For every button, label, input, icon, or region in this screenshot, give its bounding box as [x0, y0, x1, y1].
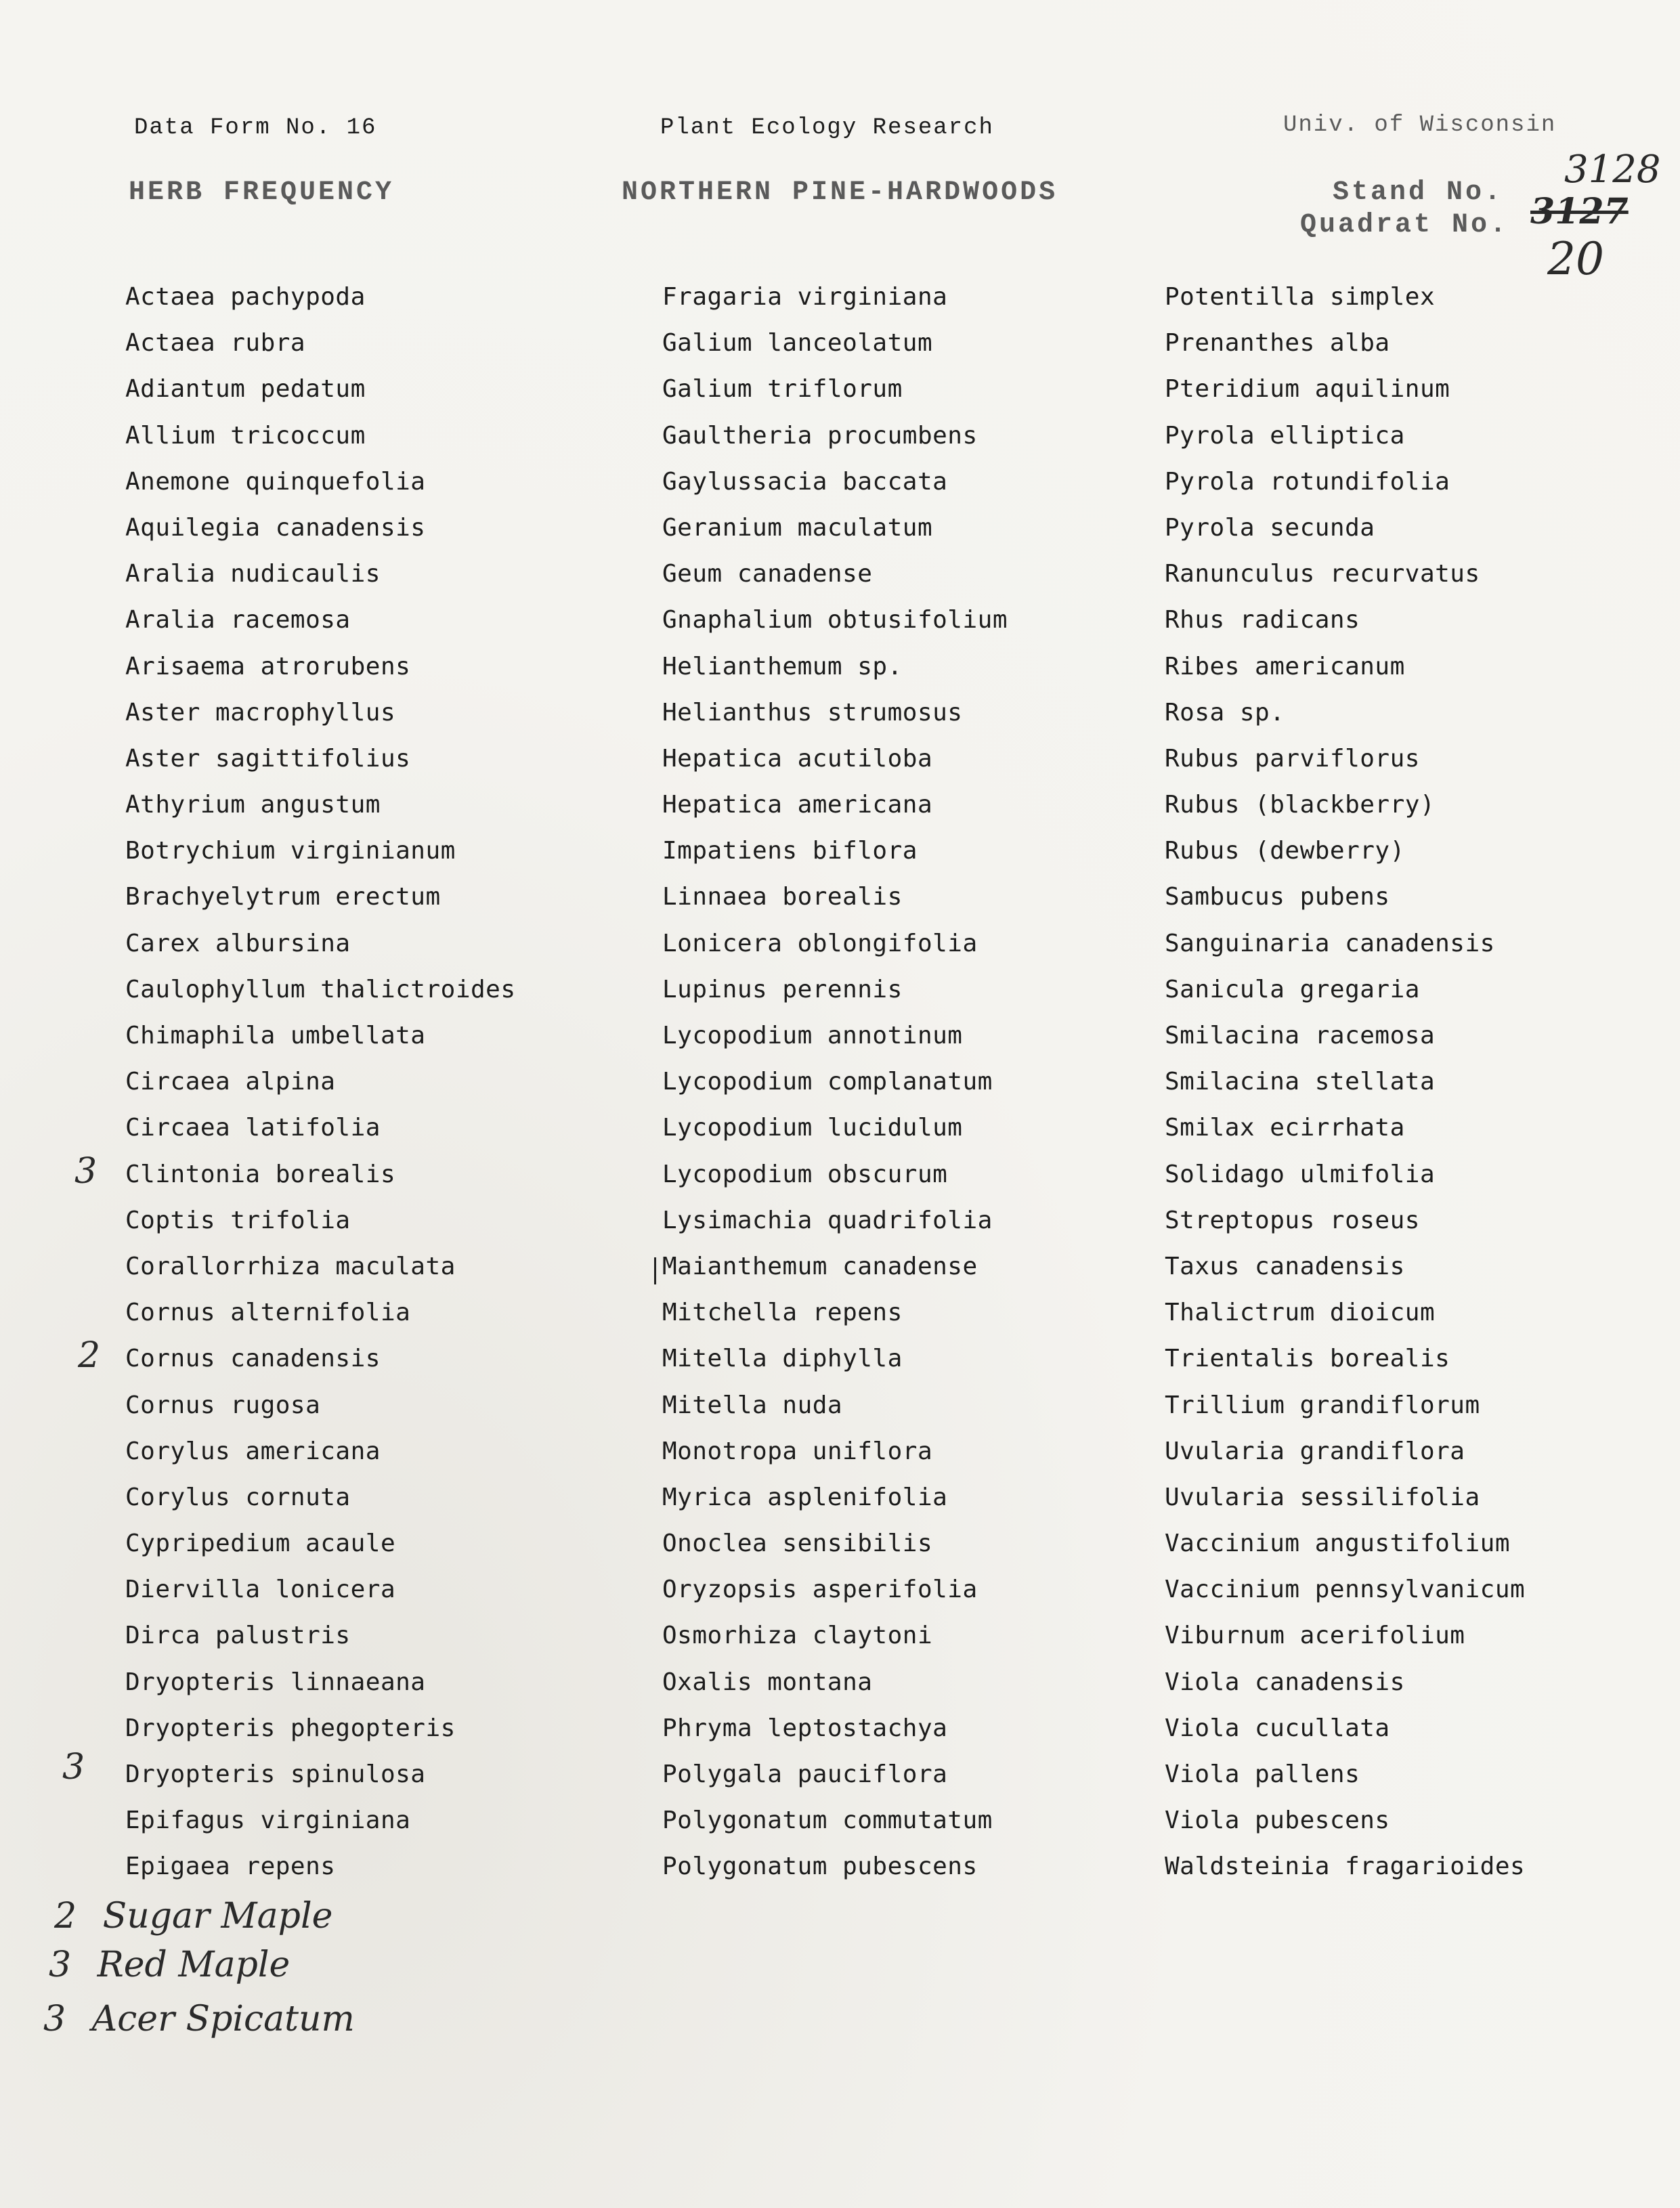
species-name: Onoclea sensibilis — [662, 1530, 933, 1558]
species-name: Rubus parviflorus — [1165, 744, 1420, 773]
species-name: Trillium grandiflorum — [1165, 1391, 1480, 1419]
species-name: Aralia racemosa — [125, 606, 351, 634]
handwritten-count: 3 — [49, 1945, 72, 1985]
species-name: Lycopodium complanatum — [662, 1068, 993, 1096]
species-name: Pyrola elliptica — [1165, 421, 1405, 450]
species-name: Vaccinium angustifolium — [1165, 1530, 1510, 1558]
species-name: Smilacina racemosa — [1165, 1022, 1436, 1049]
species-name: Ribes americanum — [1165, 652, 1405, 680]
species-name: Circaea alpina — [125, 1068, 336, 1096]
species-name: Rubus (dewberry) — [1165, 837, 1405, 865]
species-name: Pyrola rotundifolia — [1165, 467, 1450, 496]
species-name: Pteridium aquilinum — [1165, 375, 1450, 404]
species-name: Smilax ecirrhata — [1165, 1114, 1405, 1142]
species-column-3 — [1165, 274, 1525, 1890]
quadrat-label: Quadrat No. — [1300, 210, 1509, 240]
stand-number-struck: 3127 — [1530, 191, 1629, 232]
species-name: Gaultheria procumbens — [662, 421, 978, 450]
species-column-1 — [125, 274, 516, 1890]
species-name: Rubus (blackberry) — [1165, 791, 1436, 819]
handwritten-species: Sugar Maple — [102, 1896, 333, 1936]
species-name: Viola canadensis — [1165, 1668, 1405, 1696]
species-name: Lycopodium annotinum — [662, 1022, 963, 1049]
species-name: Sambucus pubens — [1165, 883, 1390, 911]
quadrat-number-handwritten: 20 — [1547, 233, 1604, 285]
species-name: Taxus canadensis — [1165, 1252, 1405, 1280]
species-name: Linnaea borealis — [662, 883, 903, 911]
species-name: Mitchella repens — [662, 1299, 903, 1327]
species-name: Oxalis montana — [662, 1668, 873, 1696]
species-name: Sanicula gregaria — [1165, 975, 1420, 1003]
species-name: Myrica asplenifolia — [662, 1483, 948, 1511]
pen-mark — [654, 1257, 656, 1284]
species-name: Cornus rugosa — [125, 1391, 321, 1419]
tally-cornus-canadensis: 2 — [78, 1335, 101, 1376]
species-name: Clintonia borealis — [125, 1160, 396, 1188]
species-name: Actaea pachypoda — [125, 283, 366, 311]
species-name: Maianthemum canadense — [662, 1252, 978, 1280]
species-name: Corylus cornuta — [125, 1483, 351, 1511]
species-name: Lysimachia quadrifolia — [662, 1206, 993, 1234]
species-name: Allium tricoccum — [125, 421, 366, 450]
species-name: Impatiens biflora — [662, 837, 918, 865]
species-name: Osmorhiza claytoni — [662, 1622, 933, 1650]
species-name: Phryma leptostachya — [662, 1714, 948, 1742]
species-name: Viola cucullata — [1165, 1714, 1390, 1742]
species-column-2 — [662, 274, 1008, 1890]
species-name: Epigaea repens — [125, 1853, 336, 1881]
species-name: Solidago ulmifolia — [1165, 1160, 1436, 1188]
species-name: Caulophyllum thalictroides — [125, 975, 516, 1003]
species-name: Galium lanceolatum — [662, 329, 933, 358]
species-name: Rosa sp. — [1165, 698, 1285, 727]
species-name: Ranunculus recurvatus — [1165, 560, 1480, 588]
species-name: Polygonatum pubescens — [662, 1853, 978, 1881]
tally-dryopteris-spinulosa: 3 — [62, 1747, 85, 1788]
species-name: Smilacina stellata — [1165, 1068, 1436, 1096]
species-name: Coptis trifolia — [125, 1206, 351, 1234]
species-name: Brachyelytrum erectum — [125, 883, 441, 911]
species-name: Dirca palustris — [125, 1622, 351, 1650]
species-name: Mitella nuda — [662, 1391, 843, 1419]
species-name: Mitella diphylla — [662, 1345, 903, 1373]
species-name: Aster macrophyllus — [125, 698, 396, 727]
species-name: Viola pubescens — [1165, 1806, 1390, 1835]
species-name: Streptopus roseus — [1165, 1206, 1420, 1234]
species-name: Anemone quinquefolia — [125, 467, 426, 496]
species-name: Gnaphalium obtusifolium — [662, 606, 1008, 634]
species-name: Adiantum pedatum — [125, 375, 366, 404]
species-name: Lonicera oblongifolia — [662, 929, 978, 957]
species-name: Galium triflorum — [662, 375, 903, 404]
species-name: Circaea latifolia — [125, 1114, 381, 1142]
species-name: Epifagus virginiana — [125, 1806, 411, 1835]
species-name: Aralia nudicaulis — [125, 560, 381, 588]
species-name: Dryopteris spinulosa — [125, 1760, 426, 1788]
species-name: Corallorrhiza maculata — [125, 1252, 456, 1280]
species-name: Chimaphila umbellata — [125, 1022, 426, 1049]
species-name: Actaea rubra — [125, 329, 306, 358]
species-name: Polygonatum commutatum — [662, 1806, 993, 1835]
handwritten-entry-1 — [54, 1896, 332, 1936]
species-name: Geranium maculatum — [662, 513, 933, 542]
species-name: Thalictrum dioicum — [1165, 1299, 1436, 1327]
species-name: Carex albursina — [125, 929, 351, 957]
species-name: Cornus canadensis — [125, 1345, 381, 1373]
handwritten-entry-2 — [49, 1945, 290, 1985]
species-name: Aquilegia canadensis — [125, 513, 426, 542]
handwritten-count: 3 — [43, 1999, 66, 2039]
species-name: Botrychium virginianum — [125, 837, 456, 865]
handwritten-entry-3 — [43, 1999, 355, 2039]
species-name: Uvularia sessilifolia — [1165, 1483, 1480, 1511]
species-name: Rhus radicans — [1165, 606, 1360, 634]
species-name: Gaylussacia baccata — [662, 467, 948, 496]
species-name: Arisaema atrorubens — [125, 652, 411, 680]
handwritten-species: Acer Spicatum — [91, 1999, 355, 2039]
form-number: Data Form No. 16 — [134, 115, 377, 141]
species-name: Hepatica americana — [662, 791, 933, 819]
species-name: Dryopteris phegopteris — [125, 1714, 456, 1742]
species-name: Lycopodium obscurum — [662, 1160, 948, 1188]
species-name: Corylus americana — [125, 1437, 381, 1465]
species-name: Viburnum acerifolium — [1165, 1622, 1465, 1650]
species-name: Cypripedium acaule — [125, 1530, 396, 1558]
species-name: Potentilla simplex — [1165, 283, 1436, 311]
species-name: Aster sagittifolius — [125, 744, 411, 773]
species-name: Helianthemum sp. — [662, 652, 903, 680]
species-name: Fragaria virginiana — [662, 283, 948, 311]
species-name: Geum canadense — [662, 560, 873, 588]
species-name: Oryzopsis asperifolia — [662, 1576, 978, 1604]
stand-number-handwritten: 3128 — [1564, 148, 1661, 192]
community-title: NORTHERN PINE-HARDWOODS — [622, 177, 1058, 208]
handwritten-species: Red Maple — [97, 1945, 290, 1985]
species-name: Athyrium angustum — [125, 791, 381, 819]
stand-label: Stand No. — [1333, 177, 1504, 208]
species-name: Waldsteinia fragarioides — [1165, 1853, 1526, 1881]
species-name: Helianthus strumosus — [662, 698, 963, 727]
institution-name: Univ. of Wisconsin — [1283, 112, 1557, 138]
species-name: Uvularia grandiflora — [1165, 1437, 1465, 1465]
species-name: Lycopodium lucidulum — [662, 1114, 963, 1142]
species-name: Cornus alternifolia — [125, 1299, 411, 1327]
species-name: Viola pallens — [1165, 1760, 1360, 1788]
form-title: HERB FREQUENCY — [129, 177, 395, 208]
species-name: Trientalis borealis — [1165, 1345, 1450, 1373]
species-name: Lupinus perennis — [662, 975, 903, 1003]
species-name: Sanguinaria canadensis — [1165, 929, 1495, 957]
species-name: Pyrola secunda — [1165, 513, 1375, 542]
species-name: Vaccinium pennsylvanicum — [1165, 1576, 1526, 1604]
species-name: Monotropa uniflora — [662, 1437, 933, 1465]
handwritten-count: 2 — [54, 1896, 77, 1936]
program-name: Plant Ecology Research — [660, 115, 994, 141]
species-name: Hepatica acutiloba — [662, 744, 933, 773]
species-name: Polygala pauciflora — [662, 1760, 948, 1788]
tally-clintonia: 3 — [74, 1151, 98, 1192]
species-name: Prenanthes alba — [1165, 329, 1390, 358]
species-name: Dryopteris linnaeana — [125, 1668, 426, 1696]
species-name: Diervilla lonicera — [125, 1576, 396, 1604]
